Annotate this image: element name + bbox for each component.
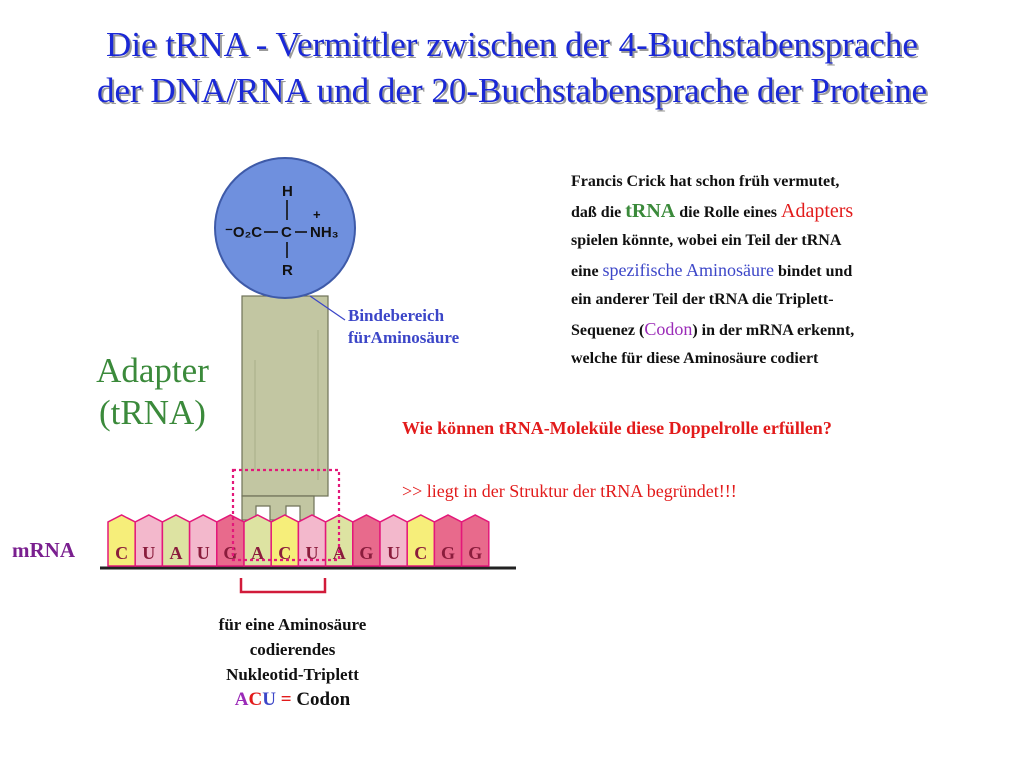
mrna-base-letter: G <box>468 543 483 563</box>
title-line-1: Die tRNA - Vermittler zwischen der 4-Buchstabensprache <box>106 25 918 64</box>
mrna-bases <box>108 515 489 566</box>
codon-c: C <box>248 689 263 710</box>
mrna-base-letter: G <box>359 543 374 563</box>
binding-line-1: Bindebereich <box>348 306 445 325</box>
trna-anticodon-arm <box>242 496 314 520</box>
codon-a: A <box>234 689 249 710</box>
adapter-label <box>60 350 245 434</box>
binding-line-2: fürAminosäure <box>348 328 460 347</box>
adapters-highlight: Adapters <box>781 199 854 222</box>
trna-highlight: tRNA <box>625 199 676 222</box>
desc-text: eine <box>571 262 603 280</box>
mrna-label: mRNA <box>12 538 75 562</box>
desc-line-6 <box>571 315 1001 346</box>
amino-h: H <box>282 183 293 200</box>
desc-line-4 <box>571 256 1001 287</box>
amino-carboxyl: ⁻O₂C <box>225 224 263 241</box>
codon-word: Codon <box>296 689 351 710</box>
mrna-base-letter: C <box>278 543 292 563</box>
binding-region-label <box>348 305 459 349</box>
codon-highlight: Codon <box>644 318 693 339</box>
amino-acid-highlight: spezifische Aminosäure <box>602 259 774 280</box>
answer-text: >> liegt in der Struktur der tRNA begründet!!! <box>402 481 737 501</box>
mrna-base-letter: C <box>115 543 129 563</box>
mrna-base-letter: A <box>169 543 183 563</box>
codon-equals: = <box>276 689 297 710</box>
desc-text: Sequenez ( <box>571 321 645 339</box>
codon-u: U <box>262 689 276 710</box>
adapter-line-2: (tRNA) <box>99 393 206 432</box>
desc-text: daß die <box>571 203 626 221</box>
amino-c: C <box>281 224 292 241</box>
adapter-line-1: Adapter <box>96 351 209 390</box>
codon-bracket <box>241 578 325 592</box>
amino-r: R <box>282 262 293 279</box>
mrna-base-letter: C <box>414 543 428 563</box>
mrna-base-letter: A <box>332 543 346 563</box>
triplet-line-2: codierendes <box>249 640 336 659</box>
mrna-base-letter: U <box>387 543 401 563</box>
desc-line-2 <box>571 197 1001 228</box>
mrna-base-letter: U <box>142 543 156 563</box>
mrna-base-letter: G <box>440 543 456 563</box>
desc-line-7: welche für diese Aminosäure codiert <box>571 350 819 367</box>
mrna-base-letter: U <box>305 543 319 563</box>
triplet-caption <box>180 612 405 712</box>
amino-plus: + <box>313 207 321 222</box>
desc-text: ) in der mRNA erkennt, <box>692 321 855 339</box>
mrna-base-letter: A <box>251 543 265 563</box>
desc-line-1: Francis Crick hat schon früh vermutet, <box>571 173 840 190</box>
desc-line-3: spielen könnte, wobei ein Teil der tRNA <box>571 232 842 249</box>
desc-line-5: ein anderer Teil der tRNA die Triplett- <box>571 291 834 308</box>
triplet-line-3: Nukleotid-Triplett <box>226 665 359 684</box>
question-text: Wie können tRNA-Moleküle diese Doppelrolle erfüllen? <box>402 418 832 438</box>
amino-nh3: NH₃ <box>310 224 339 241</box>
codon-line <box>180 687 405 712</box>
crick-description <box>571 168 1001 374</box>
triplet-line-1: für eine Aminosäure <box>218 615 367 634</box>
mrna-base-letter: G <box>223 543 238 563</box>
desc-text: bindet und <box>774 262 853 280</box>
mrna-base-letter: U <box>196 543 210 563</box>
desc-text: die Rolle eines <box>675 203 782 221</box>
title-line-2: der DNA/RNA und der 20-Buchstabensprache der Proteine <box>96 71 928 110</box>
